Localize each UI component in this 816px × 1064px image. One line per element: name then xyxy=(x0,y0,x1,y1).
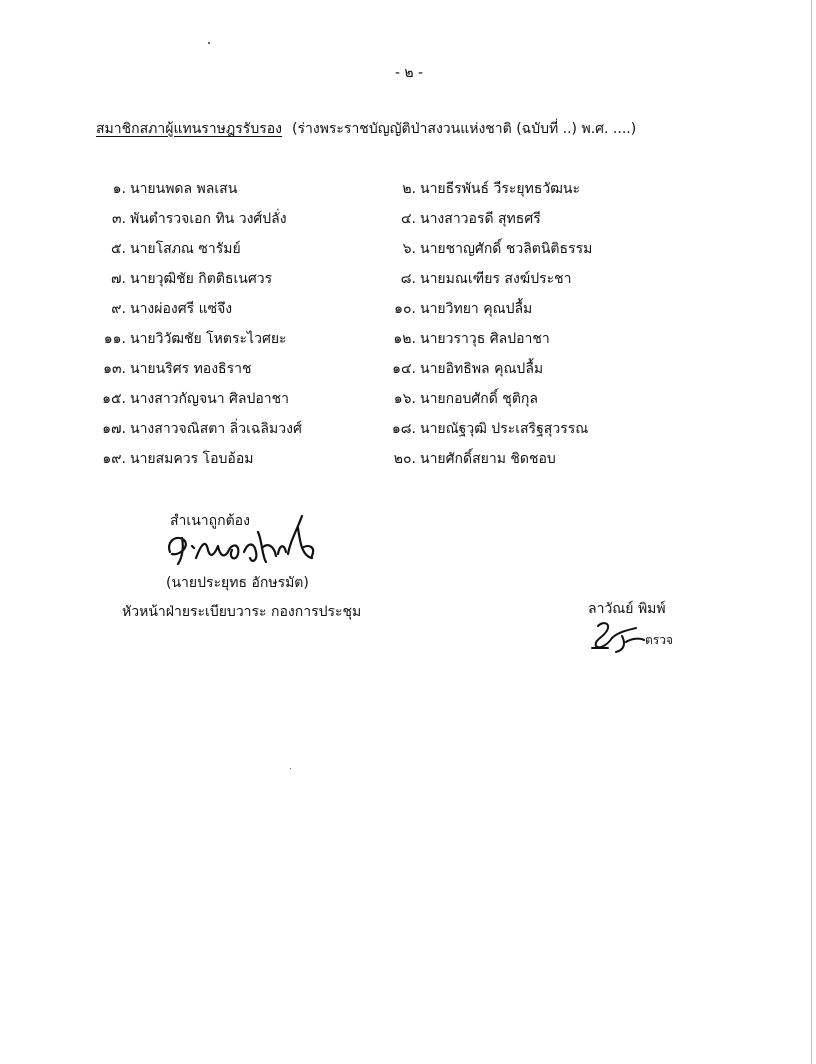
member-item xyxy=(386,298,532,320)
member-number: ๑๖. xyxy=(393,391,416,407)
member-name: นายกอบศักดิ์ ชุติกุล xyxy=(420,391,538,407)
member-number: ๑๗. xyxy=(102,421,126,437)
member-item xyxy=(386,388,538,410)
member-name: นายวิวัฒชัย โหตระไวศยะ xyxy=(130,331,287,347)
member-list xyxy=(96,178,656,478)
member-name: นายอิทธิพล คุณปลื้ม xyxy=(420,361,544,377)
member-item xyxy=(96,178,237,200)
member-name: นายธีรพันธ์ วีระยุทธวัฒนะ xyxy=(420,181,580,197)
member-name: นางผ่องศรี แซ่จึง xyxy=(130,301,233,317)
bill-title: (ร่างพระราชบัญญัติป่าสงวนแห่งชาติ (ฉบับที่ ..) พ.ศ. ....) xyxy=(291,121,637,137)
certified-copy-label: สำเนาถูกต้อง xyxy=(170,513,250,529)
member-name: นายวิทยา คุณปลื้ม xyxy=(420,301,533,317)
member-number: ๗. xyxy=(111,271,126,287)
member-item xyxy=(386,178,580,200)
member-item xyxy=(96,328,287,350)
member-item xyxy=(386,268,572,290)
member-number: ๓. xyxy=(111,211,126,227)
checker-signature xyxy=(588,618,648,654)
member-item xyxy=(386,208,541,230)
document-heading xyxy=(96,118,636,140)
member-name: นายณัฐวุฒิ ประเสริฐสุวรรณ xyxy=(420,421,589,437)
check-label: ตรวจ xyxy=(645,633,674,647)
member-name: นางสาวจณิสตา ลิ่วเฉลิมวงศ์ xyxy=(130,421,302,437)
certifier-signature xyxy=(162,512,332,576)
member-number: ๕. xyxy=(110,241,126,257)
member-name: นายชาญศักดิ์ ชวลิตนิติธรรม xyxy=(420,241,593,257)
member-name: นายศักดิ์สยาม ชิดชอบ xyxy=(420,451,556,467)
member-item xyxy=(96,388,289,410)
scan-speck xyxy=(208,42,210,44)
member-name: นายโสภณ ซารัมย์ xyxy=(130,241,241,257)
member-name: นายวราวุธ ศิลปอาชา xyxy=(420,331,550,347)
member-item xyxy=(96,418,302,440)
member-number: ๑๔. xyxy=(392,361,416,377)
page-edge xyxy=(811,0,812,1064)
member-number: ๑. xyxy=(112,181,126,197)
member-name: นางสาวอรดี สุทธศรี xyxy=(420,211,541,227)
member-number: ๑๓. xyxy=(103,361,126,377)
member-item xyxy=(386,238,592,260)
member-item xyxy=(386,448,556,470)
typist-name: ลาวัณย์ พิมพ์ xyxy=(588,601,666,617)
member-number: ๑๒. xyxy=(393,331,416,347)
member-name: นายนริศร ทองธิราช xyxy=(130,361,252,377)
member-number: ๑๙. xyxy=(102,451,126,467)
member-item xyxy=(96,208,287,230)
member-number: ๒๐. xyxy=(393,451,416,467)
member-item xyxy=(386,358,543,380)
member-number: ๒. xyxy=(402,181,416,197)
member-number: ๑๕. xyxy=(102,391,126,407)
certifier-name: (นายประยุทธ อักษรมัต) xyxy=(166,575,309,591)
member-number: ๑๘. xyxy=(391,421,416,437)
member-name: นายมณเฑียร สงฆ์ประชา xyxy=(420,271,572,287)
house-of-representatives-label: สมาชิกสภาผู้แทนราษฎรรับรอง xyxy=(96,121,282,137)
member-item xyxy=(96,238,241,260)
member-item xyxy=(96,268,272,290)
member-name: นายนพดล พลเสน xyxy=(130,181,238,197)
member-item xyxy=(96,358,251,380)
member-name: นายสมควร โอบอ้อม xyxy=(130,451,254,467)
member-item xyxy=(386,418,588,440)
member-number: ๙. xyxy=(111,301,126,317)
member-item xyxy=(96,298,232,320)
member-number: ๘. xyxy=(400,271,416,287)
member-item xyxy=(96,448,253,470)
member-number: ๔. xyxy=(400,211,416,227)
member-name: นางสาวกัญจนา ศิลปอาชา xyxy=(130,391,290,407)
scan-speck xyxy=(290,768,291,769)
member-name: นายวุฒิชัย กิตติธเนศวร xyxy=(130,271,273,287)
member-number: ๖. xyxy=(402,241,416,257)
member-number: ๑๑. xyxy=(103,331,126,347)
member-name: พันตำรวจเอก ทิน วงศ์ปลั่ง xyxy=(130,211,287,227)
member-item xyxy=(386,328,550,350)
member-number: ๑๐. xyxy=(394,301,416,317)
page-number: - ๒ - xyxy=(394,65,424,81)
certifier-title: หัวหน้าฝ่ายระเบียบวาระ กองการประชุม xyxy=(122,604,362,620)
